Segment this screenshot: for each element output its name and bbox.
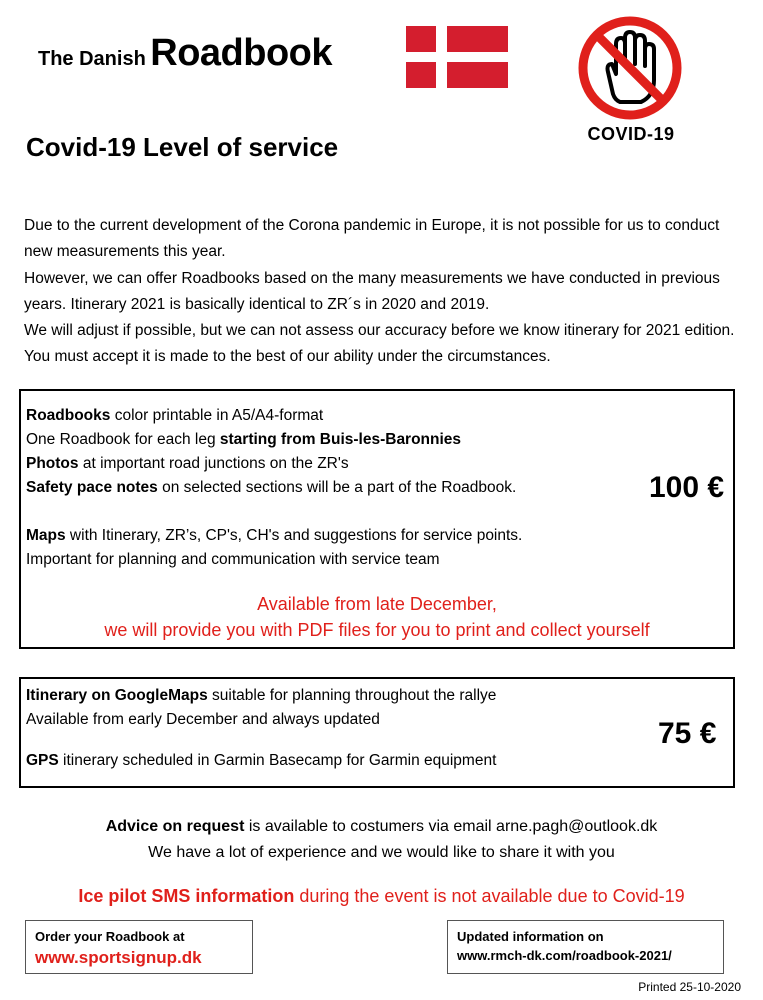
order-box: [25, 920, 253, 974]
ice-rest: during the event is not available due to Covid-19: [294, 886, 685, 906]
ice-bold: Ice pilot SMS information: [78, 886, 295, 906]
offer1-line-planning: Important for planning and communication with service team: [26, 551, 440, 568]
offer1-l3-bold: Photos: [26, 455, 79, 472]
offer2-line-available: Available from early December and always updated: [26, 711, 380, 728]
offer1-line-leg: [26, 428, 461, 452]
offer1-line-maps: [26, 524, 522, 548]
updated-heading: Updated information on: [457, 929, 604, 944]
advice-line-1: [0, 818, 763, 836]
offer2-line-gps: [26, 749, 496, 773]
offer2-line-googlemaps: [26, 684, 496, 708]
covid-logo-label: COVID-19: [587, 124, 675, 144]
stop-hand-covid-icon: [568, 14, 692, 122]
intro-paragraph-2: [24, 266, 740, 370]
advice-line-2: We have a lot of experience and we would like to share it with you: [148, 844, 615, 861]
page-subtitle: Covid-19 Level of service: [26, 132, 339, 162]
offer1-l4-bold: Safety pace notes: [26, 479, 158, 496]
offer1-l2-rest: One Roadbook for each leg: [26, 431, 220, 448]
updated-info-box: [447, 920, 724, 974]
offer1-l1-bold: Roadbooks: [26, 407, 111, 424]
printed-date: Printed 25-10-2020: [638, 980, 741, 994]
title-main: Roadbook: [150, 32, 333, 74]
offer2-l3-bold: GPS: [26, 752, 59, 769]
intro-paragraph-2-line1: However, we can offer Roadbooks based on the many measurements we have conducted in previous years. Itinerary 2021 is basically identical to ZR´s in 2020 and 2019.: [24, 270, 720, 313]
offer1-price: 100 €: [649, 471, 725, 504]
offer2-l3-rest: itinerary scheduled in Garmin Basecamp for Garmin equipment: [58, 752, 497, 769]
offer1-l5-rest: with Itinerary, ZR’s, CP's, CH's and suggestions for service points.: [65, 527, 523, 544]
offer1-line-pace-notes: [26, 476, 516, 500]
updated-link[interactable]: www.rmch-dk.com/roadbook-2021/: [457, 948, 672, 963]
intro-paragraph-2-line2: We will adjust if possible, but we can not assess our accuracy before we know itinerary for 2021 edition. You must accept it is made to the best of our ability under the circumstances.: [24, 322, 735, 365]
offer1-line-photos: [26, 452, 349, 476]
document-title: [38, 32, 332, 75]
offer1-availability-1: Available from late December,: [257, 594, 497, 614]
advice-rest: is available to costumers via email arne.pagh@outlook.dk: [244, 818, 658, 835]
offer1-l1-rest: color printable in A5/A4-format: [110, 407, 324, 424]
offer1-l3-rest: at important road junctions on the ZR's: [78, 455, 349, 472]
denmark-flag-icon: [406, 26, 508, 88]
order-link[interactable]: www.sportsignup.dk: [35, 948, 202, 967]
ice-pilot-notice: [0, 886, 763, 907]
offer1-line-roadbooks: [26, 404, 323, 428]
offer1-l2-bold: starting from Buis-les-Baronnies: [219, 431, 462, 448]
offer1-l5-bold: Maps: [26, 527, 66, 544]
roadbook-offer-box: [19, 389, 735, 649]
intro-paragraph-1: Due to the current development of the Corona pandemic in Europe, it is not possible for us to conduct new measurements this year.: [24, 217, 720, 260]
offer2-price: 75 €: [658, 717, 717, 750]
offer1-availability-2: we will provide you with PDF files for you to print and collect yourself: [104, 620, 650, 640]
googlemaps-offer-box: [19, 677, 735, 788]
offer2-l1-bold: Itinerary on GoogleMaps: [26, 687, 208, 704]
advice-bold: Advice on request: [105, 818, 245, 835]
offer1-l4-rest: on selected sections will be a part of the Roadbook.: [157, 479, 517, 496]
title-prefix: The Danish: [38, 48, 146, 70]
order-heading: Order your Roadbook at: [35, 929, 185, 944]
offer2-l1-rest: suitable for planning throughout the rallye: [207, 687, 497, 704]
